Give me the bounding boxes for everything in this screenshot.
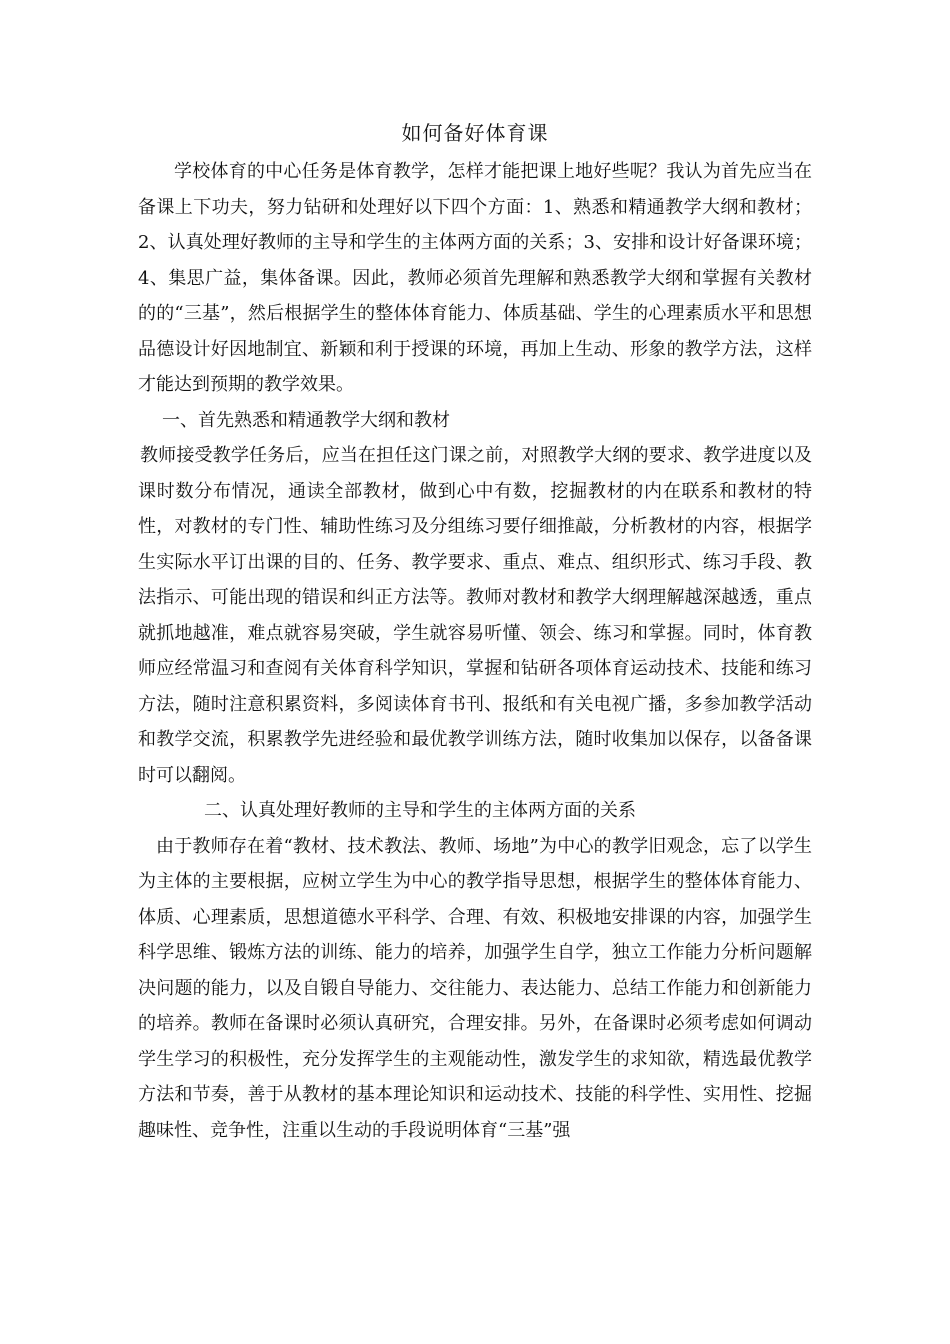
section-1-paragraph: 教师接受教学任务后，应当在担任这门课之前，对照教学大纲的要求、教学进度以及课时数分布情况，通读全部教材，做到心中有数，挖掘教材的内在联系和教材的特性，对教材的专门性、辅助性练习及分组练习要仔细推敲，分析教材的内容，根据学生实际水平订出课的目的、任务、教学要求、重点、难点、组织形式、练习手段、教法指示、可能出现的错误和纠正方法等。教师对教材和教学大纲理解越深越透，重点就抓地越准，难点就容易突破，学生就容易听懂、领会、练习和掌握。同时，体育教师应经常温习和查阅有关体育科学知识，掌握和钻研各项体育运动技术、技能和练习方法，随时注意积累资料，多阅读体育书刊、报纸和有关电视广播，多参加教学活动和教学交流，积累教学先进经验和最优教学训练方法，随时收集加以保存，以备备课时可以翻阅。 <box>138 445 812 786</box>
document-title: 如何备好体育课 <box>401 121 549 145</box>
intro-paragraph: 学校体育的中心任务是体育教学，怎样才能把课上地好些呢？我认为首先应当在备课上下功夫，努力钻研和处理好以下四个方面：1、熟悉和精通教学大纲和教材；2、认真处理好教师的主导和学生的主体两方面的关系；3、安排和设计好备课环境；4、集思广益，集体备课。因此，教师必须首先理解和熟悉教学大纲和掌握有关教材的的“三基”，然后根据学生的整体体育能力、体质基础、学生的心理素质水平和思想品德设计好因地制宜、新颖和利于授课的环境，再加上生动、形象的教学方法，这样才能达到预期的教学效果。 <box>138 161 812 395</box>
document-body <box>138 116 812 1148</box>
section-2-paragraph: 由于教师存在着“教材、技术教法、教师、场地”为中心的教学旧观念，忘了以学生为主体的主要根据，应树立学生为中心的教学指导思想，根据学生的整体体育能力、体质、心理素质，思想道德水平科学、合理、有效、积极地安排课的内容，加强学生科学思维、锻炼方法的训练、能力的培养，加强学生自学，独立工作能力分析问题解决问题的能力，以及自锻自导能力、交往能力、表达能力、总结工作能力和创新能力的培养。教师在备课时必须认真研究，合理安排。另外，在备课时必须考虑如何调动学生学习的积极性，充分发挥学生的主观能动性，激发学生的求知欲，精选最优教学方法和节奏，善于从教材的基本理论知识和运动技术、技能的科学性、实用性、挖掘趣味性、竞争性，注重以生动的手段说明体育“三基”强 <box>138 835 812 1141</box>
section-1-heading: 一、首先熟悉和精通教学大纲和教材 <box>162 409 450 431</box>
section-2-heading: 二、认真处理好教师的主导和学生的主体两方面的关系 <box>204 800 636 821</box>
